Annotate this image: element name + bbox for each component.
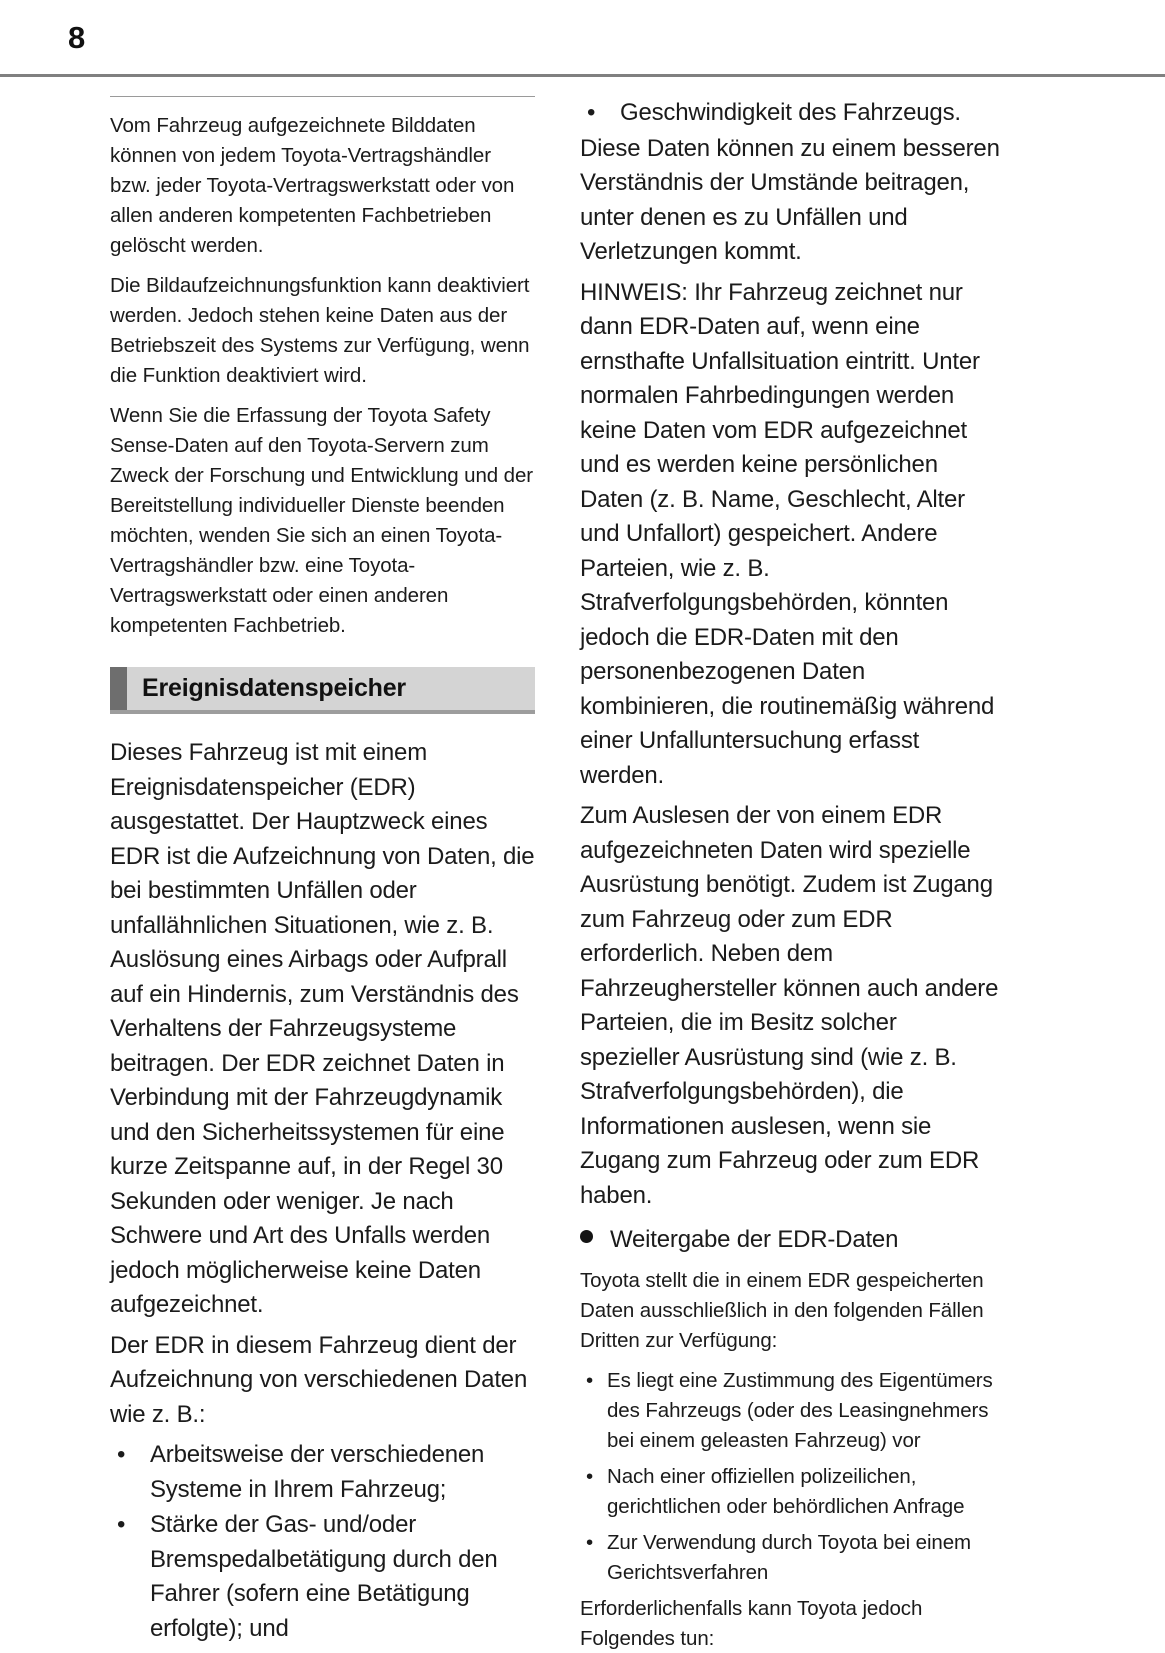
list-item bbox=[580, 1366, 1000, 1456]
list-item bbox=[580, 1462, 1000, 1522]
page-columns bbox=[0, 96, 1165, 1653]
left-column bbox=[110, 96, 535, 1647]
bullet-icon: • bbox=[117, 1511, 126, 1538]
section-heading-accent-bar bbox=[110, 667, 127, 710]
page-header bbox=[0, 0, 1165, 76]
section-heading-label: Ereignisdatenspeicher bbox=[142, 674, 406, 702]
right-closing-block bbox=[580, 1594, 1000, 1653]
list-item bbox=[580, 96, 1000, 131]
bullet-icon: • bbox=[587, 99, 596, 126]
paragraph: Zum Auslesen der von einem EDR aufgezeichneten Daten wird spezielle Ausrüstung benötigt. Zudem ist Zugang zum Fahrzeug oder zum EDR erforderlich. Neben dem Fahrzeughersteller können auch andere Parteien, die im Besitz solcher spezieller Ausrüstung sind (wie z. B. Strafverfolgungsbehörden), die Informationen auslesen, wenn sie Zugang zum Fahrzeug oder zum EDR haben. bbox=[580, 802, 999, 1209]
right-body-block bbox=[580, 132, 1000, 1214]
paragraph: Wenn Sie die Erfassung der Toyota Safety Sense-Daten auf den Toyota-Servern zum Zweck der Forschung und Entwicklung und der Bereitstellung individueller Dienste beenden möchten, wenden Sie sich an einen Toyota-Vertragshändler bzw. eine Toyota-Vertragswerkstatt oder einen anderen kompetenten Fachbetrieb. bbox=[110, 404, 534, 637]
list-item-text: Nach einer offiziellen polizeilichen, gerichtlichen oder behördlichen Anfrage bbox=[607, 1464, 965, 1518]
list-item-text: Es liegt eine Zustimmung des Eigentümers des Fahrzeugs (oder des Leasingnehmers bei einem geleasten Fahrzeug) vor bbox=[607, 1368, 993, 1452]
paragraph: Diese Daten können zu einem besseren Verständnis der Umstände beitragen, unter denen es zu Unfällen und Verletzungen kommt. bbox=[580, 134, 1000, 265]
list-item-text: Stärke der Gas- und/oder Bremspedalbetätigung durch den Fahrer (sofern eine Betätigung erfolgte); und bbox=[150, 1511, 498, 1642]
right-column bbox=[580, 96, 1000, 1653]
subsection-heading-label: Weitergabe der EDR-Daten bbox=[610, 1226, 899, 1253]
bullet-icon: • bbox=[586, 1368, 594, 1392]
list-item-text: Zur Verwendung durch Toyota bei einem Gerichtsverfahren bbox=[607, 1530, 972, 1584]
paragraph: Die Bildaufzeichnungsfunktion kann deaktiviert werden. Jedoch stehen keine Daten aus der Betriebszeit des Systems zur Verfügung, wenn die Funktion deaktiviert wird. bbox=[110, 274, 530, 387]
paragraph: Vom Fahrzeug aufgezeichnete Bilddaten können von jedem Toyota-Vertragshändler bzw. jeder Toyota-Vertragswerkstatt oder von allen anderen kompetenten Fachbetrieben gelöscht werden. bbox=[110, 114, 515, 257]
page-number: 8 bbox=[68, 20, 86, 55]
subsection-bullet-list bbox=[580, 1366, 1000, 1588]
list-item-text: Arbeitsweise der verschiedenen Systeme in Ihrem Fahrzeug; bbox=[150, 1441, 485, 1503]
subsection-intro-block bbox=[580, 1266, 1000, 1356]
header-divider bbox=[0, 74, 1165, 77]
left-bullet-list bbox=[110, 1438, 535, 1646]
list-item-text: Geschwindigkeit des Fahrzeugs. bbox=[620, 99, 961, 126]
subsection-heading bbox=[580, 1223, 1000, 1258]
bullet-icon: • bbox=[586, 1530, 594, 1554]
paragraph: HINWEIS: Ihr Fahrzeug zeichnet nur dann EDR-Daten auf, wenn eine ernsthafte Unfallsituation eintritt. Unter normalen Fahrbedingungen werden keine Daten vom EDR aufgezeichnet und es werden keine persönlichen Daten (z. B. Name, Geschlecht, Alter und Unfallort) gespeichert. Andere Parteien, wie z. B. Strafverfolgungsbehörden, könnten jedoch die EDR-Daten mit den personenbezogenen Daten kombinieren, die routinemäßig während einer Unfalluntersuchung erfasst werden. bbox=[580, 278, 995, 789]
paragraph: Toyota stellt die in einem EDR gespeicherten Daten ausschließlich in den folgenden Fällen Dritten zur Verfügung: bbox=[580, 1268, 984, 1352]
paragraph: Der EDR in diesem Fahrzeug dient der Aufzeichnung von verschiedenen Daten wie z. B.: bbox=[110, 1331, 528, 1428]
section-heading bbox=[110, 667, 535, 714]
bullet-icon: • bbox=[117, 1441, 126, 1468]
list-item bbox=[580, 1528, 1000, 1588]
right-top-bullet-list bbox=[580, 96, 1000, 131]
list-item bbox=[110, 1438, 535, 1507]
paragraph: Erforderlichenfalls kann Toyota jedoch Folgendes tun: bbox=[580, 1596, 923, 1650]
paragraph: Dieses Fahrzeug ist mit einem Ereignisdatenspeicher (EDR) ausgestattet. Der Hauptzweck eines EDR ist die Aufzeichnung von Daten, die bei bestimmten Unfällen oder unfallähnlichen Situationen, wie z. B. Auslösung eines Airbags oder Aufprall auf ein Hindernis, zum Verständnis des Verhaltens der Fahrzeugsysteme beitragen. Der EDR zeichnet Daten in Verbindung mit der Fahrzeugdynamik und den Sicherheitssystemen für eine kurze Zeitspanne auf, in der Regel 30 Sekunden oder weniger. Je nach Schwere und Art des Unfalls werden jedoch möglicherweise keine Daten aufgezeichnet. bbox=[110, 739, 535, 1318]
left-body-block bbox=[110, 736, 535, 1432]
list-item bbox=[110, 1508, 535, 1646]
bullet-icon: • bbox=[586, 1464, 594, 1488]
left-intro-block bbox=[110, 111, 535, 641]
round-bullet-icon bbox=[580, 1230, 593, 1243]
column-top-divider bbox=[110, 96, 535, 97]
